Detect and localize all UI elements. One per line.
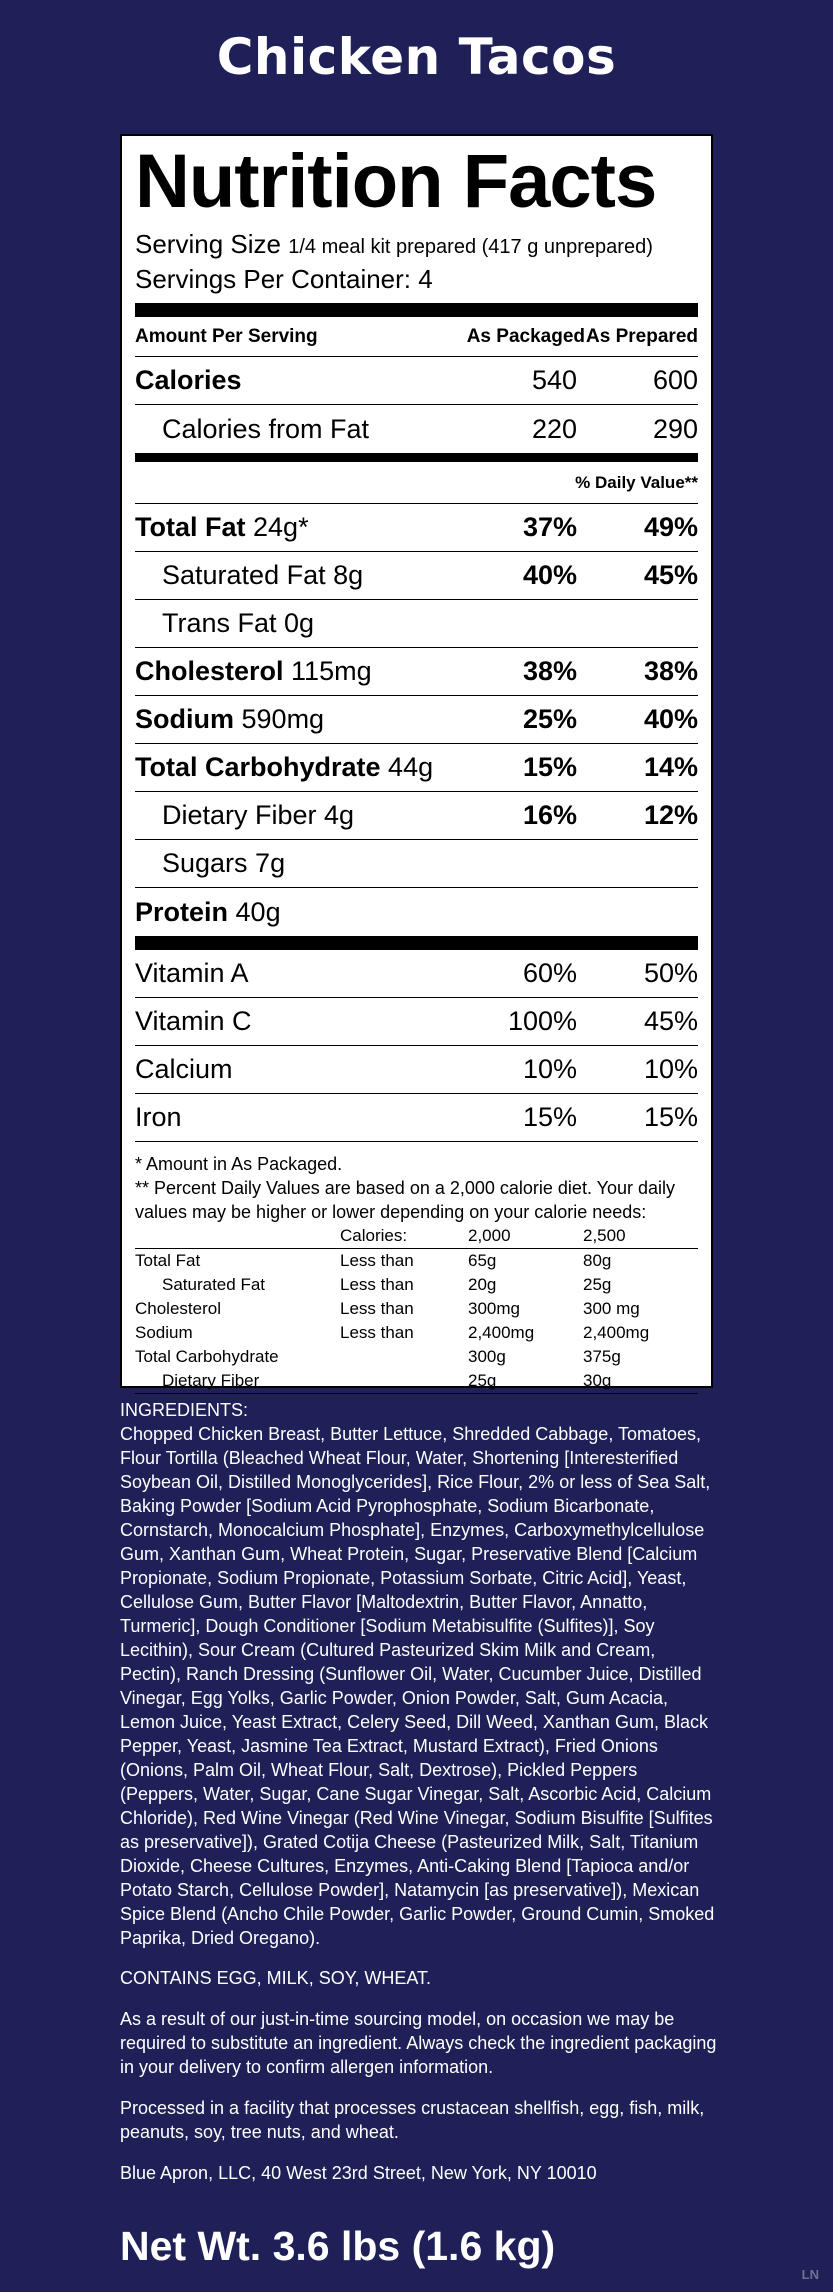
protein-row	[135, 888, 698, 936]
calcium-prepared: 10%	[643, 1054, 698, 1084]
divider-medium	[135, 453, 698, 462]
amount-header-row	[135, 317, 698, 357]
table-row	[135, 1369, 698, 1394]
nutrition-facts-heading: Nutrition Facts	[135, 139, 657, 224]
dv-header-2000: 2,000	[468, 1224, 583, 1249]
iron-packaged: 15%	[522, 1102, 577, 1132]
calcium-packaged: 10%	[522, 1054, 577, 1084]
cholesterol-name: Cholesterol	[135, 656, 284, 686]
total-fat-packaged: 37%	[522, 512, 577, 542]
saturated-fat-row	[135, 552, 698, 600]
dv-2500: 300 mg	[583, 1299, 640, 1318]
table-row	[135, 1273, 698, 1297]
footnote-daily-values: ** Percent Daily Values are based on a 2,000 calorie diet. Your daily values may be higher or lower depending on your calorie needs:	[135, 1178, 676, 1222]
total-carb-packaged: 15%	[522, 752, 577, 782]
allergen-contains: CONTAINS EGG, MILK, SOY, WHEAT.	[120, 1968, 432, 1988]
fiber-name: Dietary Fiber 4g	[162, 800, 355, 830]
dv-2500: 30g	[583, 1369, 698, 1394]
dv-2500: 80g	[583, 1251, 612, 1270]
protein-name: Protein	[135, 896, 229, 927]
vitamin-c-name: Vitamin C	[135, 1006, 252, 1036]
dv-table-header	[135, 1224, 698, 1249]
dv-2000: 25g	[468, 1369, 583, 1394]
sourcing-note: As a result of our just-in-time sourcing model, on occasion we may be required to substitute an ingredient. Always check the ingredient packaging in your delivery to confirm allergen information.	[120, 2009, 717, 2077]
daily-value-header-row	[135, 462, 698, 504]
calories-fat-name: Calories from Fat	[162, 413, 370, 444]
dv-label: Total Fat	[135, 1251, 201, 1270]
dv-label: Dietary Fiber	[135, 1369, 340, 1394]
sodium-prepared: 40%	[643, 704, 698, 734]
dv-qual: Less than	[340, 1251, 414, 1270]
sugars-row	[135, 840, 698, 888]
total-carb-row	[135, 744, 698, 792]
nutrition-facts-label	[120, 134, 713, 1388]
dv-header-qual: Calories:	[340, 1224, 468, 1249]
sodium-amount: 590mg	[241, 704, 325, 734]
vitamin-c-prepared: 45%	[643, 1006, 698, 1036]
amount-per-serving: Amount Per Serving	[135, 325, 318, 347]
iron-prepared: 15%	[643, 1102, 698, 1132]
serving-size-value: 1/4 meal kit prepared (417 g unprepared)	[288, 236, 653, 258]
cholesterol-prepared: 38%	[643, 656, 698, 686]
dv-2000: 65g	[468, 1251, 497, 1270]
dv-header-label	[135, 1224, 340, 1249]
total-fat-amount: 24g*	[253, 512, 309, 542]
sugars-name: Sugars 7g	[162, 848, 286, 878]
dv-label: Sodium	[135, 1323, 193, 1342]
saturated-fat-name: Saturated Fat 8g	[162, 560, 364, 590]
dv-2500: 25g	[583, 1275, 612, 1294]
dv-qual: Less than	[340, 1275, 414, 1294]
total-carb-prepared: 14%	[643, 752, 698, 782]
product-title: Chicken Tacos	[216, 28, 617, 86]
divider-thick-vitamins	[135, 936, 698, 950]
calories-packaged: 540	[531, 365, 577, 395]
footnotes	[135, 1152, 698, 1224]
saturated-fat-packaged: 40%	[522, 560, 577, 590]
saturated-fat-prepared: 45%	[643, 560, 698, 590]
vitamin-c-packaged: 100%	[507, 1006, 577, 1036]
iron-name: Iron	[135, 1102, 182, 1132]
company-address: Blue Apron, LLC, 40 West 23rd Street, New York, NY 10010	[120, 2163, 597, 2183]
daily-value-reference-table	[135, 1224, 698, 1394]
calories-fat-row	[135, 405, 698, 453]
dv-2000: 20g	[468, 1275, 497, 1294]
servings-per-container: Servings Per Container: 4	[135, 264, 433, 294]
table-row	[135, 1297, 698, 1321]
dv-label: Total Carbohydrate	[135, 1347, 279, 1366]
fiber-prepared: 12%	[643, 800, 698, 830]
table-row	[135, 1249, 698, 1274]
sodium-name: Sodium	[135, 704, 234, 734]
protein-amount: 40g	[235, 896, 281, 927]
dv-2000: 300g	[468, 1347, 506, 1366]
total-carb-name: Total Carbohydrate	[135, 752, 381, 782]
dv-qual	[340, 1345, 468, 1369]
vitamin-c-row	[135, 998, 698, 1046]
dv-label: Saturated Fat	[162, 1275, 266, 1294]
dv-label: Cholesterol	[135, 1299, 221, 1318]
dv-2500: 375g	[583, 1347, 621, 1366]
ingredients-text: Chopped Chicken Breast, Butter Lettuce, Shredded Cabbage, Tomatoes, Flour Tortilla (Bleached Wheat Flour, Water, Shortening [Interesterified Soybean Oil, Distilled Monoglycerides], Rice Flour, 2% or less of Sea Salt, Baking Powder [Sodium Acid Pyrophosphate, Sodium Bicarbonate, Cornstarch, Monocalcium Phosphate], Enzymes, Carboxymethylcellulose Gum, Xanthan Gum, Wheat Protein, Sugar, Preservative Blend [Calcium Propionate, Sodium Propionate, Potassium Sorbate, Citric Acid], Yeast, Cellulose Gum, Butter Flavor [Maltodextrin, Butter Flavor, Annatto, Turmeric], Dough Conditioner [Sodium Metabisulfite (Sulfites)], Soy Lecithin), Sour Cream (Cultured Pasteurized Skim Milk and Cream, Pectin), Ranch Dressing (Sunflower Oil, Water, Cucumber Juice, Distilled Vinegar, Egg Yolks, Garlic Powder, Onion Powder, Salt, Gum Acacia, Lemon Juice, Yeast Extract, Celery Seed, Dill Weed, Xanthan Gum, Black Pepper, Yeast, Jasmine Tea Extract, Mustard Extract), Fried Onions (Onions, Palm Oil, Wheat Flour, Salt, Dextrose), Pickled Peppers (Peppers, Water, Sugar, Cane Sugar Vinegar, Salt, Ascorbic Acid, Calcium Chloride), Red Wine Vinegar (Red Wine Vinegar, Sodium Bisulfite [Sulfites as preservative]), Grated Cotija Cheese (Pasteurized Milk, Salt, Titanium Dioxide, Cheese Cultures, Enzymes, Anti-Caking Blend [Tapioca and/or Potato Starch, Cellulose Powder], Natamycin [as preservative]), Mexican Spice Blend (Ancho Chile Powder, Garlic Powder, Ground Cumin, Smoked Paprika, Dried Oregano).	[120, 1424, 715, 1948]
total-carb-amount: 44g	[388, 752, 434, 782]
vitamin-a-row	[135, 950, 698, 998]
col-prepared-header: As Prepared	[586, 325, 698, 347]
total-fat-name: Total Fat	[135, 512, 246, 542]
cholesterol-row	[135, 648, 698, 696]
calories-name: Calories	[135, 365, 242, 395]
ingredients-section	[120, 1398, 720, 1950]
calories-fat-prepared: 290	[652, 413, 698, 444]
dv-qual: Less than	[340, 1299, 414, 1318]
dv-qual	[340, 1369, 468, 1394]
calcium-name: Calcium	[135, 1054, 233, 1084]
divider-thick	[135, 303, 698, 317]
vitamin-a-prepared: 50%	[643, 958, 698, 988]
dv-2000: 300mg	[468, 1299, 520, 1318]
trans-fat-row	[135, 600, 698, 648]
dv-2500: 2,400mg	[583, 1323, 650, 1342]
ingredients-heading: INGREDIENTS:	[120, 1400, 249, 1420]
trans-fat-name: Trans Fat 0g	[162, 608, 315, 638]
cholesterol-amount: 115mg	[291, 656, 372, 686]
footnote-packaged: * Amount in As Packaged.	[135, 1154, 343, 1174]
dv-qual: Less than	[340, 1323, 414, 1342]
vitamin-a-name: Vitamin A	[135, 958, 249, 988]
sodium-packaged: 25%	[522, 704, 577, 734]
cholesterol-packaged: 38%	[522, 656, 577, 686]
total-fat-prepared: 49%	[643, 512, 698, 542]
dv-2000: 2,400mg	[468, 1323, 535, 1342]
col-packaged-header: As Packaged	[466, 325, 585, 347]
daily-value-header: % Daily Value**	[575, 472, 698, 492]
sodium-row	[135, 696, 698, 744]
calories-row	[135, 357, 698, 405]
serving-size-label: Serving Size	[135, 229, 281, 259]
table-row	[135, 1321, 698, 1345]
corner-mark: LN	[801, 2267, 819, 2282]
calories-fat-packaged: 220	[531, 413, 577, 444]
calcium-row	[135, 1046, 698, 1094]
table-row	[135, 1345, 698, 1369]
total-fat-row	[135, 504, 698, 552]
vitamin-a-packaged: 60%	[522, 958, 577, 988]
serving-info	[135, 228, 698, 295]
fiber-row	[135, 792, 698, 840]
fiber-packaged: 16%	[522, 800, 577, 830]
facility-note: Processed in a facility that processes crustacean shellfish, egg, fish, milk, peanuts, soy, tree nuts, and wheat.	[120, 2098, 705, 2142]
calories-prepared: 600	[652, 365, 698, 395]
net-weight: Net Wt. 3.6 lbs (1.6 kg)	[120, 2223, 556, 2269]
iron-row	[135, 1094, 698, 1142]
dv-header-2500: 2,500	[583, 1224, 698, 1249]
